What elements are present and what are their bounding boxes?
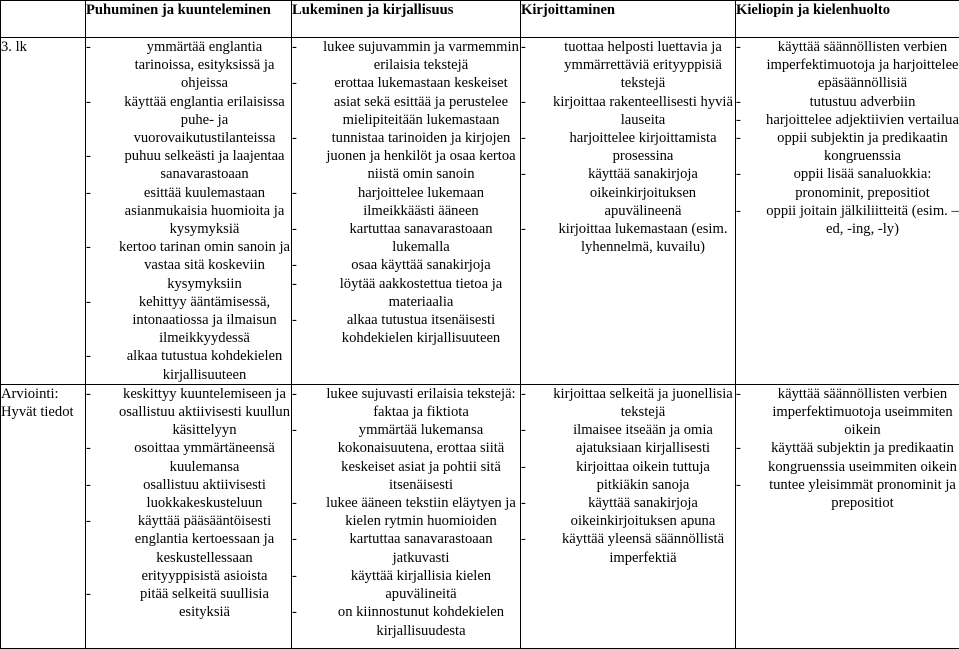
list-item: - osaa käyttää sanakirjoja xyxy=(292,256,520,274)
cell-grade3-writing xyxy=(521,38,736,385)
header-grammar: Kieliopin ja kielenhuolto xyxy=(736,1,959,38)
goal-list xyxy=(86,38,291,384)
list-item: - löytää aakkostettua tietoa ja materiaalia xyxy=(292,275,520,311)
goal-list xyxy=(736,38,959,238)
list-item: - käyttää englantia erilaisissa puhe- ja vuorovaikutustilanteissa xyxy=(86,93,291,148)
cell-grade3-grammar xyxy=(736,38,959,385)
list-item: - kartuttaa sanavarastoaan jatkuvasti xyxy=(292,530,520,566)
list-item: - on kiinnostunut kohdekielen kirjallisuudesta xyxy=(292,603,520,639)
row-label-assessment: Arviointi: Hyvät tiedot xyxy=(1,384,86,648)
list-item: - harjoittelee kirjoittamista prosessina xyxy=(521,129,735,165)
list-item: - lukee ääneen tekstiin eläytyen ja kielen rytmin huomioiden xyxy=(292,494,520,530)
criteria-list xyxy=(86,385,291,622)
header-row xyxy=(1,1,959,38)
row-label-grade: 3. lk xyxy=(1,38,86,385)
cell-grade3-reading xyxy=(292,38,521,385)
cell-grade3-speaking xyxy=(86,38,292,385)
list-item: - lukee sujuvammin ja varmemmin erilaisia tekstejä xyxy=(292,38,520,74)
header-corner xyxy=(1,1,86,38)
list-item: - ymmärtää lukemansa kokonaisuutena, erottaa siitä keskeiset asiat ja pohtii sitä itsenäisesti xyxy=(292,421,520,494)
criteria-list xyxy=(521,385,735,567)
header-writing: Kirjoittaminen xyxy=(521,1,736,38)
list-item: - kirjoittaa selkeitä ja juonellisia tekstejä xyxy=(521,385,735,421)
table-row-grade3 xyxy=(1,38,959,385)
list-item: - puhuu selkeästi ja laajentaa sanavarastoaan xyxy=(86,147,291,183)
list-item: - kehittyy ääntämisessä, intonaatiossa ja ilmaisun ilmeikkyydessä xyxy=(86,293,291,348)
list-item: - osoittaa ymmärtäneensä kuulemansa xyxy=(86,439,291,475)
list-item: - kirjoittaa lukemastaan (esim. lyhennelmä, kuvailu) xyxy=(521,220,735,256)
header-speaking-listening: Puhuminen ja kuunteleminen xyxy=(86,1,292,38)
list-item: - esittää kuulemastaan asianmukaisia huomioita ja kysymyksiä xyxy=(86,184,291,239)
list-item: - alkaa tutustua itsenäisesti kohdekielen kirjallisuuteen xyxy=(292,311,520,347)
list-item: - oppii lisää sanaluokkia: pronominit, prepositiot xyxy=(736,165,959,201)
list-item: - käyttää säännöllisten verbien imperfektimuotoja useimmiten oikein xyxy=(736,385,959,440)
list-item: - ilmaisee itseään ja omia ajatuksiaan kirjallisesti xyxy=(521,421,735,457)
criteria-list xyxy=(292,385,520,640)
list-item: - kirjoittaa rakenteellisesti hyviä lauseita xyxy=(521,93,735,129)
list-item: - harjoittelee lukemaan ilmeikkäästi ääneen xyxy=(292,184,520,220)
list-item: - käyttää subjektin ja predikaatin kongruenssia useimmiten oikein xyxy=(736,439,959,475)
list-item: - erottaa lukemastaan keskeiset asiat sekä esittää ja perustelee mielipiteitään lukemastaan xyxy=(292,74,520,129)
list-item: - tunnistaa tarinoiden ja kirjojen juonen ja henkilöt ja osaa kertoa niistä omin sanoin xyxy=(292,129,520,184)
list-item: - kertoo tarinan omin sanoin ja vastaa sitä koskeviin kysymyksiin xyxy=(86,238,291,293)
list-item: - tutustuu adverbiin xyxy=(736,93,959,111)
list-item: - käyttää sanakirjoja oikeinkirjoituksen apuvälineenä xyxy=(521,165,735,220)
cell-assessment-speaking xyxy=(86,384,292,648)
cell-assessment-writing xyxy=(521,384,736,648)
list-item: - kirjoittaa oikein tuttuja pitkiäkin sanoja xyxy=(521,458,735,494)
list-item: - alkaa tutustua kohdekielen kirjallisuuteen xyxy=(86,347,291,383)
goal-list xyxy=(292,38,520,347)
list-item: - osallistuu aktiivisesti luokkakeskusteluun xyxy=(86,476,291,512)
list-item: - käyttää säännöllisten verbien imperfektimuotoja ja harjoittelee epäsäännöllisiä xyxy=(736,38,959,93)
list-item: - pitää selkeitä suullisia esityksiä xyxy=(86,585,291,621)
list-item: - keskittyy kuuntelemiseen ja osallistuu aktiivisesti kuullun käsittelyyn xyxy=(86,385,291,440)
table-row-assessment xyxy=(1,384,959,648)
list-item: - käyttää kirjallisia kielen apuvälineitä xyxy=(292,567,520,603)
list-item: - tuntee yleisimmät pronominit ja prepositiot xyxy=(736,476,959,512)
list-item: - oppii joitain jälkiliitteitä (esim. –ed, -ing, -ly) xyxy=(736,202,959,238)
list-item: - lukee sujuvasti erilaisia tekstejä: faktaa ja fiktiota xyxy=(292,385,520,421)
list-item: - oppii subjektin ja predikaatin kongruenssia xyxy=(736,129,959,165)
list-item: - ymmärtää englantia tarinoissa, esityksissä ja ohjeissa xyxy=(86,38,291,93)
list-item: - harjoittelee adjektiivien vertailua xyxy=(736,111,959,129)
list-item: - käyttää yleensä säännöllistä imperfektiä xyxy=(521,530,735,566)
criteria-list xyxy=(736,385,959,512)
goal-list xyxy=(521,38,735,256)
list-item: - kartuttaa sanavarastoaan lukemalla xyxy=(292,220,520,256)
list-item: - käyttää sanakirjoja oikeinkirjoituksen apuna xyxy=(521,494,735,530)
list-item: - tuottaa helposti luettavia ja ymmärrettäviä erityyppisiä tekstejä xyxy=(521,38,735,93)
cell-assessment-grammar xyxy=(736,384,959,648)
cell-assessment-reading xyxy=(292,384,521,648)
header-reading-literature: Lukeminen ja kirjallisuus xyxy=(292,1,521,38)
list-item: - käyttää pääsääntöisesti englantia kertoessaan ja keskustellessaan erityyppisistä asioista xyxy=(86,512,291,585)
